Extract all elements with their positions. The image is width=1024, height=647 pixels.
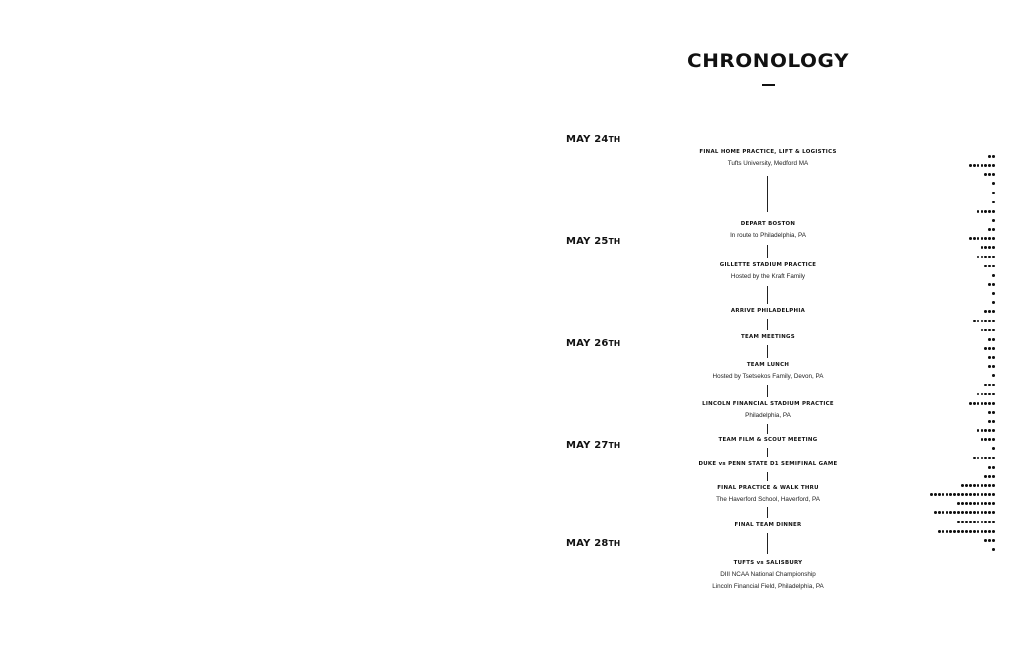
dot-mark	[961, 521, 964, 524]
event-subtitle: DIII NCAA National Championship	[720, 571, 816, 578]
dot-mark	[984, 493, 987, 496]
dot-mark	[973, 511, 976, 514]
date-label: MAY 25TH	[566, 236, 621, 247]
event-subtitle: Hosted by Tsetsekos Family, Devon, PA	[712, 373, 824, 380]
dot-mark	[969, 502, 972, 505]
dot-mark	[973, 402, 976, 405]
dot-mark	[977, 402, 980, 405]
event-subtitle: Philadelphia, PA	[745, 412, 791, 419]
dot-row	[981, 246, 995, 250]
dot-mark	[981, 393, 984, 396]
dot-mark	[988, 493, 991, 496]
title-divider	[762, 84, 775, 86]
dot-mark	[988, 521, 991, 524]
dot-mark	[969, 237, 972, 240]
dot-mark	[965, 530, 968, 533]
timeline-connector	[767, 507, 768, 518]
dot-row	[992, 219, 995, 223]
dot-mark	[988, 210, 991, 213]
dot-mark	[992, 484, 995, 487]
dot-mark	[961, 484, 964, 487]
dot-mark	[973, 521, 976, 524]
dot-row	[984, 310, 995, 314]
dot-mark	[977, 457, 980, 460]
dot-mark	[981, 438, 984, 441]
dot-mark	[988, 164, 991, 167]
dot-mark	[992, 256, 995, 259]
dot-mark	[988, 402, 991, 405]
dot-mark	[988, 329, 991, 332]
dot-mark	[992, 283, 995, 286]
dot-mark	[984, 256, 987, 259]
dot-mark	[953, 511, 956, 514]
event-title: FINAL TEAM DINNER	[734, 522, 802, 528]
dot-mark	[992, 447, 995, 450]
dot-mark	[973, 502, 976, 505]
dot-row	[988, 356, 995, 360]
dot-mark	[973, 457, 976, 460]
dot-mark	[984, 246, 987, 249]
date-label: MAY 27TH	[566, 440, 621, 451]
dot-mark	[992, 192, 995, 195]
dot-mark	[988, 466, 991, 469]
dot-mark	[988, 502, 991, 505]
dot-mark	[992, 521, 995, 524]
dot-row	[977, 256, 995, 260]
dot-mark	[988, 283, 991, 286]
dot-row	[988, 338, 995, 342]
dot-row	[988, 411, 995, 415]
dot-mark	[992, 329, 995, 332]
dot-mark	[961, 493, 964, 496]
dot-mark	[981, 237, 984, 240]
dot-mark	[988, 393, 991, 396]
dot-mark	[988, 356, 991, 359]
dot-row	[988, 466, 995, 470]
dot-mark	[992, 548, 995, 551]
dot-mark	[992, 338, 995, 341]
dot-mark	[988, 475, 991, 478]
date-label: MAY 28TH	[566, 538, 621, 549]
dot-mark	[992, 228, 995, 231]
dot-mark	[977, 511, 980, 514]
dot-mark	[961, 511, 964, 514]
dot-mark	[992, 164, 995, 167]
dot-mark	[988, 237, 991, 240]
dot-mark	[984, 502, 987, 505]
dot-mark	[988, 457, 991, 460]
dot-mark	[992, 466, 995, 469]
dot-row	[984, 539, 995, 543]
dot-row	[973, 457, 995, 461]
dot-mark	[984, 539, 987, 542]
event-title: DUKE vs PENN STATE D1 SEMIFINAL GAME	[698, 461, 838, 467]
dot-mark	[977, 530, 980, 533]
dot-mark	[992, 429, 995, 432]
dot-mark	[984, 475, 987, 478]
dot-row	[981, 438, 995, 442]
dot-row	[992, 201, 995, 205]
dot-mark	[977, 429, 980, 432]
dot-mark	[981, 511, 984, 514]
dot-mark	[988, 384, 991, 387]
dot-row	[938, 530, 995, 534]
event-subtitle: In route to Philadelphia, PA	[730, 232, 806, 239]
dot-mark	[969, 530, 972, 533]
dot-row	[984, 173, 995, 177]
dot-mark	[981, 210, 984, 213]
dot-mark	[973, 484, 976, 487]
event-subtitle: Hosted by the Kraft Family	[730, 273, 806, 280]
dot-mark	[984, 530, 987, 533]
event-title: FINAL PRACTICE & WALK THRU	[717, 485, 819, 491]
dot-mark	[934, 511, 937, 514]
dot-mark	[992, 182, 995, 185]
dot-mark	[949, 493, 952, 496]
page-title: CHRONOLOGY	[687, 50, 849, 72]
dot-mark	[992, 201, 995, 204]
dot-mark	[992, 539, 995, 542]
dot-row	[957, 502, 995, 506]
dot-mark	[973, 530, 976, 533]
dot-mark	[981, 320, 984, 323]
dot-mark	[992, 347, 995, 350]
dot-mark	[992, 274, 995, 277]
event-title: LINCOLN FINANCIAL STADIUM PRACTICE	[702, 401, 834, 407]
dot-mark	[984, 329, 987, 332]
dot-mark	[973, 493, 976, 496]
dot-mark	[957, 493, 960, 496]
dot-mark	[988, 228, 991, 231]
event-title: TEAM LUNCH	[746, 362, 790, 368]
dot-row	[988, 420, 995, 424]
dot-mark	[965, 493, 968, 496]
dot-row	[992, 548, 995, 552]
dot-mark	[992, 457, 995, 460]
dot-mark	[969, 164, 972, 167]
dot-row	[988, 283, 995, 287]
dot-mark	[988, 484, 991, 487]
dot-mark	[984, 164, 987, 167]
dot-mark	[965, 502, 968, 505]
dot-row	[969, 402, 995, 406]
dot-mark	[977, 256, 980, 259]
dot-row	[988, 228, 995, 232]
event-title: ARRIVE PHILADELPHIA	[730, 308, 806, 314]
dot-row	[992, 192, 995, 196]
dot-row	[981, 329, 995, 333]
dot-row	[930, 493, 995, 497]
dot-mark	[946, 493, 949, 496]
dot-mark	[957, 530, 960, 533]
dot-mark	[977, 320, 980, 323]
event-title: DEPART BOSTON	[740, 221, 796, 227]
dot-mark	[992, 155, 995, 158]
timeline-connector	[767, 286, 768, 304]
dot-mark	[981, 256, 984, 259]
dot-mark	[984, 521, 987, 524]
dot-row	[988, 365, 995, 369]
dot-mark	[988, 338, 991, 341]
dot-mark	[984, 438, 987, 441]
dot-mark	[988, 155, 991, 158]
dot-mark	[984, 429, 987, 432]
dot-mark	[981, 246, 984, 249]
dot-row	[984, 384, 995, 388]
dot-mark	[992, 393, 995, 396]
dot-mark	[973, 320, 976, 323]
dot-mark	[988, 256, 991, 259]
dot-mark	[984, 320, 987, 323]
date-label: MAY 26TH	[566, 338, 621, 349]
dot-mark	[992, 310, 995, 313]
dot-mark	[992, 438, 995, 441]
dot-mark	[988, 365, 991, 368]
dot-mark	[988, 310, 991, 313]
timeline-connector	[767, 472, 768, 481]
dot-mark	[984, 237, 987, 240]
dot-mark	[969, 484, 972, 487]
dot-mark	[969, 511, 972, 514]
dot-mark	[977, 210, 980, 213]
dot-mark	[984, 347, 987, 350]
dot-mark	[977, 393, 980, 396]
dot-mark	[965, 484, 968, 487]
dot-mark	[977, 237, 980, 240]
dot-row	[977, 210, 995, 214]
dot-mark	[969, 493, 972, 496]
dot-mark	[992, 265, 995, 268]
dot-mark	[988, 429, 991, 432]
dot-row	[992, 182, 995, 186]
timeline-connector	[767, 424, 768, 434]
dot-row	[992, 274, 995, 278]
dot-mark	[988, 511, 991, 514]
dot-mark	[938, 511, 941, 514]
dot-mark	[988, 347, 991, 350]
dot-mark	[981, 502, 984, 505]
dot-mark	[984, 457, 987, 460]
dot-mark	[949, 530, 952, 533]
dot-row	[992, 374, 995, 378]
dot-mark	[992, 356, 995, 359]
dot-mark	[949, 511, 952, 514]
dot-mark	[953, 530, 956, 533]
dot-mark	[984, 384, 987, 387]
timeline-connector	[767, 176, 768, 212]
dot-mark	[981, 457, 984, 460]
dot-mark	[988, 539, 991, 542]
dot-row	[984, 265, 995, 269]
dot-mark	[988, 246, 991, 249]
dot-row	[934, 511, 995, 515]
dot-mark	[942, 511, 945, 514]
dot-mark	[984, 173, 987, 176]
timeline-connector	[767, 448, 768, 457]
dot-mark	[992, 237, 995, 240]
dot-mark	[984, 393, 987, 396]
dot-mark	[992, 384, 995, 387]
dot-mark	[988, 438, 991, 441]
timeline-connector	[767, 319, 768, 330]
timeline-connector	[767, 345, 768, 358]
dot-mark	[981, 521, 984, 524]
dot-mark	[988, 411, 991, 414]
dot-mark	[984, 484, 987, 487]
dot-row	[992, 292, 995, 296]
dot-mark	[992, 493, 995, 496]
dot-mark	[992, 502, 995, 505]
dot-mark	[984, 210, 987, 213]
dot-mark	[981, 164, 984, 167]
dot-mark	[961, 530, 964, 533]
dot-mark	[977, 493, 980, 496]
dot-mark	[992, 411, 995, 414]
dot-mark	[981, 484, 984, 487]
dot-row	[992, 447, 995, 451]
dot-mark	[988, 173, 991, 176]
dot-mark	[988, 530, 991, 533]
dot-mark	[992, 402, 995, 405]
dot-row	[988, 155, 995, 159]
dot-row	[984, 347, 995, 351]
dot-mark	[992, 210, 995, 213]
dot-mark	[984, 310, 987, 313]
dot-mark	[942, 493, 945, 496]
dot-mark	[938, 530, 941, 533]
dot-mark	[988, 265, 991, 268]
dot-mark	[930, 493, 933, 496]
dot-mark	[969, 521, 972, 524]
event-title: TUFTS vs SALISBURY	[733, 560, 803, 566]
dot-mark	[946, 511, 949, 514]
timeline-connector	[767, 245, 768, 258]
dot-mark	[942, 530, 945, 533]
dot-mark	[965, 521, 968, 524]
dot-mark	[992, 173, 995, 176]
dot-mark	[984, 511, 987, 514]
dot-mark	[992, 292, 995, 295]
dot-mark	[981, 493, 984, 496]
dot-mark	[977, 164, 980, 167]
dot-mark	[992, 530, 995, 533]
event-subtitle: Lincoln Financial Field, Philadelphia, PA	[712, 583, 824, 590]
event-title: FINAL HOME PRACTICE, LIFT & LOGISTICS	[699, 149, 837, 155]
dot-row	[969, 237, 995, 241]
dot-row	[969, 164, 995, 168]
dot-mark	[957, 511, 960, 514]
timeline-connector	[767, 533, 768, 554]
event-title: GILLETTE STADIUM PRACTICE	[719, 262, 817, 268]
event-subtitle: The Haverford School, Haverford, PA	[716, 496, 820, 503]
dot-mark	[973, 164, 976, 167]
dot-mark	[961, 502, 964, 505]
dot-mark	[981, 429, 984, 432]
dot-mark	[934, 493, 937, 496]
dot-row	[977, 393, 995, 397]
dot-row	[984, 475, 995, 479]
dot-mark	[981, 329, 984, 332]
dot-mark	[969, 402, 972, 405]
dot-mark	[984, 402, 987, 405]
dot-mark	[965, 511, 968, 514]
dot-mark	[946, 530, 949, 533]
dot-mark	[992, 365, 995, 368]
dot-mark	[992, 420, 995, 423]
dot-mark	[992, 219, 995, 222]
dot-mark	[957, 521, 960, 524]
timeline-connector	[767, 385, 768, 397]
dot-mark	[992, 301, 995, 304]
dot-row	[957, 521, 995, 525]
dot-mark	[984, 265, 987, 268]
dot-mark	[981, 402, 984, 405]
dot-mark	[981, 530, 984, 533]
dot-mark	[977, 521, 980, 524]
dot-row	[973, 320, 995, 324]
event-title: TEAM FILM & SCOUT MEETING	[718, 437, 818, 443]
dot-mark	[992, 475, 995, 478]
dot-mark	[992, 320, 995, 323]
dot-row	[992, 301, 995, 305]
event-title: TEAM MEETINGS	[741, 334, 795, 340]
dot-mark	[988, 320, 991, 323]
dot-mark	[992, 246, 995, 249]
event-subtitle: Tufts University, Medford MA	[727, 160, 809, 167]
dot-mark	[953, 493, 956, 496]
dot-mark	[977, 502, 980, 505]
dot-row	[977, 429, 995, 433]
dot-row	[961, 484, 995, 488]
dot-mark	[973, 237, 976, 240]
dot-mark	[977, 484, 980, 487]
date-label: MAY 24TH	[566, 134, 621, 145]
dot-mark	[957, 502, 960, 505]
dot-mark	[988, 420, 991, 423]
dot-mark	[992, 511, 995, 514]
dot-mark	[938, 493, 941, 496]
dot-mark	[992, 374, 995, 377]
